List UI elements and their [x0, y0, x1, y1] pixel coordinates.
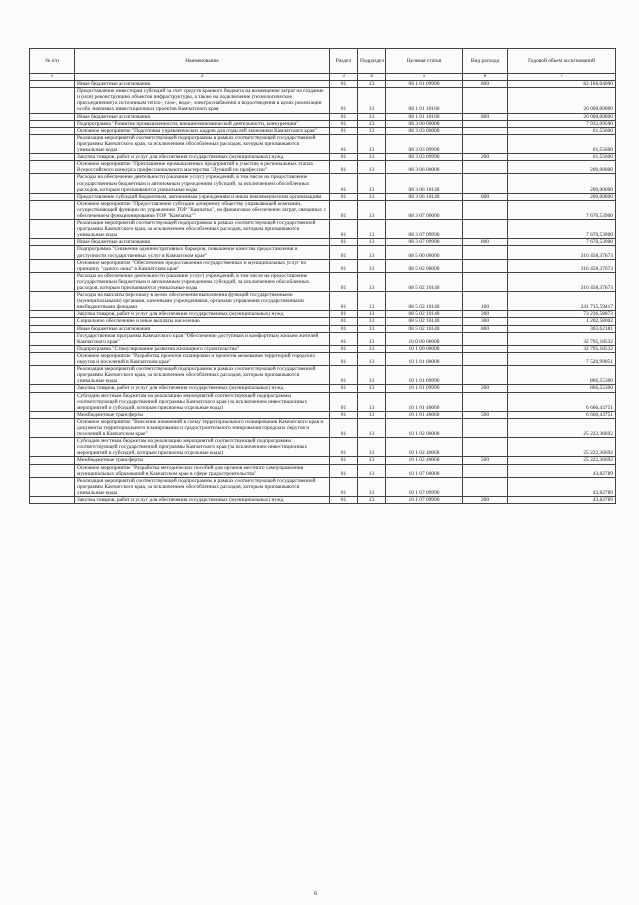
row-amount-cell: 6 660,43751	[508, 411, 616, 418]
row-section-cell: 01	[330, 464, 358, 477]
row-subsection-cell: 13	[358, 385, 386, 392]
row-section-cell: 01	[330, 497, 358, 504]
row-expense-cell	[463, 352, 508, 365]
row-expense-cell	[463, 220, 508, 239]
row-name-cell: Реализация мероприятий соответствующей подпрограммы в рамках соответствующей государственной программы Камчатского края, за исключением обособленных расходов, которым присваиваются уникальные коды	[75, 477, 330, 496]
col-number: 1	[30, 74, 75, 81]
row-expense-cell: 800	[463, 81, 508, 88]
row-subsection-cell: 13	[358, 200, 386, 219]
row-name-cell: Иные бюджетные ассигнования	[75, 325, 330, 332]
row-amount-cell: 25 222,36692	[508, 438, 616, 457]
row-expense-cell: 200	[463, 311, 508, 318]
col-number: 4	[358, 74, 386, 81]
row-amount-cell: 20 000,00000	[508, 88, 616, 113]
table-row	[30, 81, 616, 88]
row-subsection-cell: 13	[358, 127, 386, 134]
row-number-cell	[30, 88, 75, 113]
table-row	[30, 345, 616, 352]
row-name-cell: Расходы на обеспечение деятельности (оказание услуг) учреждений, в том числе на предоставление государственным бюджетным и автономным учреждениям субсидий, за исключением обособленных расходов, которым присваиваются уникальные коды	[75, 174, 330, 193]
row-expense-cell	[463, 259, 508, 272]
table-row	[30, 292, 616, 311]
page-mark: 6	[314, 891, 317, 897]
table-row	[30, 161, 616, 174]
row-subsection-cell: 13	[358, 120, 386, 127]
row-target-cell: 10 1 02 40060	[386, 457, 463, 464]
row-section-cell: 01	[330, 325, 358, 332]
table-row	[30, 246, 616, 259]
row-name-cell: Подпрограмма "Стимулирование развития жилищного строительства"	[75, 345, 330, 352]
row-section-cell: 01	[330, 88, 358, 113]
row-target-cell: 08 5 02 10140	[386, 292, 463, 311]
row-subsection-cell: 13	[358, 161, 386, 174]
row-name-cell: Субсидии местным бюджетам на реализацию мероприятий соответствующей подпрограммы соответствующей государственной программы Камчатского края (за исключением инвестиционных мероприятий и субсидий, которым присвоены отдельные коды)	[75, 438, 330, 457]
row-name-cell: Основное мероприятие "Приглашение промышленных предприятий к участию в региональных этапах Всероссийского конкурса профессионального мастерства "Лучший по профессии"	[75, 161, 330, 174]
row-target-cell: 08 3 03 09990	[386, 154, 463, 161]
row-name-cell: Закупка товаров, работ и услуг для обеспечения государственных (муниципальных) нужд	[75, 385, 330, 392]
row-section-cell: 01	[330, 220, 358, 239]
row-name-cell: Предоставление субсидий бюджетным, автономным учреждениям и иным некоммерческим организациям	[75, 193, 330, 200]
col-number: 5	[386, 74, 463, 81]
row-target-cell: 08 5 02 10140	[386, 325, 463, 332]
row-subsection-cell: 13	[358, 259, 386, 272]
row-section-cell: 01	[330, 477, 358, 496]
row-target-cell: 10 1 01 40060	[386, 411, 463, 418]
row-target-cell: 08 1 01 10160	[386, 113, 463, 120]
table-row	[30, 272, 616, 291]
row-amount-cell: 43,82789	[508, 477, 616, 496]
table-row	[30, 352, 616, 365]
row-name-cell: Реализация мероприятий соответствующей подпрограммы в рамках соответствующей государственной программы Камчатского края, за исключением обособленных расходов, которым присваиваются уникальные коды	[75, 220, 330, 239]
row-section-cell: 01	[330, 246, 358, 259]
row-target-cell: 10 1 00 00000	[386, 345, 463, 352]
row-number-cell	[30, 193, 75, 200]
row-number-cell	[30, 134, 75, 153]
row-expense-cell	[463, 345, 508, 352]
row-amount-cell: 200,00000	[508, 161, 616, 174]
row-target-cell: 08 3 06 10140	[386, 193, 463, 200]
row-number-cell	[30, 259, 75, 272]
row-number-cell	[30, 411, 75, 418]
row-target-cell: 08 5 02 10140	[386, 311, 463, 318]
row-subsection-cell: 13	[358, 318, 386, 325]
row-expense-cell	[463, 161, 508, 174]
row-expense-cell	[463, 418, 508, 437]
row-subsection-cell: 13	[358, 345, 386, 352]
row-section-cell: 01	[330, 200, 358, 219]
row-number-cell	[30, 464, 75, 477]
row-section-cell: 01	[330, 457, 358, 464]
table-row	[30, 193, 616, 200]
header-name: Наименование	[75, 49, 330, 74]
row-amount-cell: 7 670,53900	[508, 239, 616, 246]
row-subsection-cell: 13	[358, 220, 386, 239]
row-target-cell: 08 3 07 09990	[386, 239, 463, 246]
row-target-cell: 08 5 02 10140	[386, 318, 463, 325]
table-row	[30, 220, 616, 239]
header-expense: Вид расхода	[463, 49, 508, 74]
row-target-cell: 10 1 01 09990	[386, 366, 463, 385]
row-amount-cell: 7 670,53900	[508, 220, 616, 239]
table-row	[30, 134, 616, 153]
row-subsection-cell: 13	[358, 438, 386, 457]
row-name-cell: Закупка товаров, работ и услуг для обеспечения государственных (муниципальных) нужд	[75, 311, 330, 318]
header-amount: Годовой объем ассигнований	[508, 49, 616, 74]
row-target-cell: 08 5 02 00000	[386, 259, 463, 272]
row-amount-cell: 43,82789	[508, 497, 616, 504]
row-number-cell	[30, 127, 75, 134]
row-target-cell: 08 3 06 10140	[386, 174, 463, 193]
row-amount-cell: 316 458,37673	[508, 246, 616, 259]
row-number-cell	[30, 292, 75, 311]
row-name-cell: Закупка товаров, работ и услуг для обеспечения государственных (муниципальных) нужд	[75, 497, 330, 504]
row-section-cell: 01	[330, 392, 358, 411]
row-subsection-cell: 13	[358, 332, 386, 345]
row-amount-cell: 303,62181	[508, 325, 616, 332]
row-number-cell	[30, 418, 75, 437]
table-row	[30, 497, 616, 504]
row-amount-cell: 7 526,99051	[508, 352, 616, 365]
table-row	[30, 418, 616, 437]
row-target-cell: 08 1 01 09990	[386, 81, 463, 88]
row-number-cell	[30, 161, 75, 174]
row-number-cell	[30, 272, 75, 291]
row-number-cell	[30, 366, 75, 385]
row-name-cell: Подпрограмма "Развитие промышленности, внешнеэкономической деятельности, конкуренции"	[75, 120, 330, 127]
row-subsection-cell: 13	[358, 418, 386, 437]
row-number-cell	[30, 220, 75, 239]
row-name-cell: Расходы на выплаты персоналу в целях обеспечения выполнения функций государственными (муниципальными) органами, казенными учреждениями, органами управления государственными внебюджетными фондами	[75, 292, 330, 311]
row-target-cell: 08 3 03 09990	[386, 134, 463, 153]
table-row	[30, 392, 616, 411]
header-subsection: Подраздел	[358, 49, 386, 74]
table-row	[30, 385, 616, 392]
row-name-cell: Межбюджетные трансферты	[75, 411, 330, 418]
row-section-cell: 01	[330, 272, 358, 291]
row-expense-cell	[463, 438, 508, 457]
row-name-cell: Основное мероприятие "Разработка методических пособий для органов местного самоуправления муниципальных образований в Камчатском крае в сфере градостроительства"	[75, 464, 330, 477]
table-row	[30, 464, 616, 477]
row-amount-cell: 25 222,36692	[508, 418, 616, 437]
row-amount-cell: 7 670,53900	[508, 200, 616, 219]
row-subsection-cell: 13	[358, 88, 386, 113]
col-number: 6	[463, 74, 508, 81]
row-section-cell: 01	[330, 154, 358, 161]
table-row	[30, 174, 616, 193]
row-number-cell	[30, 154, 75, 161]
row-target-cell: 10 1 07 09990	[386, 497, 463, 504]
row-section-cell: 01	[330, 120, 358, 127]
row-expense-cell	[463, 246, 508, 259]
row-number-cell	[30, 385, 75, 392]
table-row	[30, 113, 616, 120]
row-subsection-cell: 13	[358, 81, 386, 88]
row-number-cell	[30, 318, 75, 325]
row-section-cell: 01	[330, 385, 358, 392]
row-number-cell	[30, 497, 75, 504]
row-target-cell: 08 3 07 00000	[386, 200, 463, 219]
row-amount-cell: 25 222,36692	[508, 457, 616, 464]
row-number-cell	[30, 113, 75, 120]
col-number: 3	[330, 74, 358, 81]
row-expense-cell: 100	[463, 292, 508, 311]
row-subsection-cell: 13	[358, 497, 386, 504]
row-expense-cell	[463, 127, 508, 134]
row-subsection-cell: 13	[358, 239, 386, 246]
row-target-cell: 08 1 01 10160	[386, 88, 463, 113]
row-subsection-cell: 13	[358, 134, 386, 153]
row-section-cell: 01	[330, 134, 358, 153]
row-section-cell: 01	[330, 193, 358, 200]
row-amount-cell: 43,82789	[508, 464, 616, 477]
row-amount-cell: 316 458,37673	[508, 259, 616, 272]
row-name-cell: Подпрограмма "Снижение административных барьеров, повышение качества предоставления и доступности государственных услуг в Камчатском крае"	[75, 246, 330, 259]
column-number-row	[30, 74, 616, 81]
row-section-cell: 01	[330, 292, 358, 311]
table-row	[30, 438, 616, 457]
row-section-cell: 01	[330, 239, 358, 246]
row-subsection-cell: 13	[358, 392, 386, 411]
row-section-cell: 01	[330, 81, 358, 88]
col-number: 2	[75, 74, 330, 81]
table-row	[30, 88, 616, 113]
row-amount-cell: 316 458,37673	[508, 272, 616, 291]
table-row	[30, 154, 616, 161]
table-body	[30, 81, 616, 504]
row-section-cell: 01	[330, 113, 358, 120]
row-name-cell: Государственная программа Камчатского края "Обеспечение доступным и комфортным жильем жителей Камчатского края"	[75, 332, 330, 345]
table-row	[30, 311, 616, 318]
row-section-cell: 01	[330, 345, 358, 352]
row-section-cell: 01	[330, 259, 358, 272]
row-name-cell: Субсидии местным бюджетам на реализацию мероприятий соответствующей подпрограммы соответствующей государственной программы Камчатского края (за исключением инвестиционных мероприятий и субсидий, которым присвоены отдельные коды)	[75, 392, 330, 411]
row-target-cell: 08 3 03 00000	[386, 127, 463, 134]
row-subsection-cell: 13	[358, 272, 386, 291]
row-number-cell	[30, 332, 75, 345]
row-amount-cell: 200,00000	[508, 174, 616, 193]
row-name-cell: Иные бюджетные ассигнования	[75, 113, 330, 120]
row-number-cell	[30, 311, 75, 318]
row-subsection-cell: 13	[358, 311, 386, 318]
row-expense-cell	[463, 392, 508, 411]
row-expense-cell: 200	[463, 385, 508, 392]
table-header-row	[30, 49, 616, 74]
header-target: Целевая статья	[386, 49, 463, 74]
row-name-cell: Основное мероприятие "Разработка проектов планировки и проектов межевания территорий городских округов и поселений в Камчатском крае"	[75, 352, 330, 365]
row-expense-cell	[463, 134, 508, 153]
col-number: 7	[508, 74, 616, 81]
row-name-cell: Иные бюджетные ассигнования	[75, 239, 330, 246]
row-expense-cell	[463, 477, 508, 496]
row-number-cell	[30, 246, 75, 259]
row-name-cell: Социальное обеспечение и иные выплаты населению	[75, 318, 330, 325]
row-target-cell: 08 3 06 00000	[386, 161, 463, 174]
row-expense-cell	[463, 464, 508, 477]
row-number-cell	[30, 200, 75, 219]
row-number-cell	[30, 174, 75, 193]
row-name-cell: Предоставление инвесторам субсидий за счет средств краевого бюджета на возмещение затрат на создание и (или) реконструкцию объектов инфраструктуры, а также на подключение (технологическое присоединение) к источникам тепло-, газо-, водо-, электроснабжения и водоотведения в целях реализации особо значимых инвестиционных проектов Камчатского края	[75, 88, 330, 113]
row-subsection-cell: 13	[358, 464, 386, 477]
table-row	[30, 457, 616, 464]
row-name-cell: Закупка товаров, работ и услуг для обеспечения государственных (муниципальных) нужд	[75, 154, 330, 161]
row-section-cell: 01	[330, 411, 358, 418]
row-section-cell: 01	[330, 174, 358, 193]
row-expense-cell	[463, 174, 508, 193]
row-number-cell	[30, 457, 75, 464]
table-row	[30, 325, 616, 332]
row-name-cell: Расходы на обеспечение деятельности (оказание услуг) учреждений, в том числе на предоставление государственным бюджетным и автономным учреждениям субсидий, за исключением обособленных расходов, которым присваиваются уникальные коды	[75, 272, 330, 291]
row-subsection-cell: 13	[358, 174, 386, 193]
row-subsection-cell: 13	[358, 352, 386, 365]
table-row	[30, 120, 616, 127]
row-expense-cell: 300	[463, 318, 508, 325]
row-expense-cell: 600	[463, 193, 508, 200]
row-target-cell: 10 1 07 09990	[386, 477, 463, 496]
table-row	[30, 477, 616, 496]
row-section-cell: 01	[330, 311, 358, 318]
row-number-cell	[30, 81, 75, 88]
row-target-cell: 10 1 07 00000	[386, 464, 463, 477]
row-subsection-cell: 13	[358, 292, 386, 311]
table-row	[30, 259, 616, 272]
row-amount-cell: 61,55600	[508, 127, 616, 134]
row-expense-cell: 500	[463, 457, 508, 464]
row-number-cell	[30, 477, 75, 496]
row-section-cell: 01	[330, 332, 358, 345]
row-number-cell	[30, 345, 75, 352]
row-number-cell	[30, 438, 75, 457]
row-section-cell: 01	[330, 318, 358, 325]
row-expense-cell: 800	[463, 239, 508, 246]
row-expense-cell: 800	[463, 325, 508, 332]
row-target-cell: 10 1 02 40060	[386, 438, 463, 457]
row-target-cell: 08 5 02 10140	[386, 272, 463, 291]
row-target-cell: 10 1 01 00000	[386, 352, 463, 365]
row-subsection-cell: 13	[358, 477, 386, 496]
row-target-cell: 10 1 01 09990	[386, 385, 463, 392]
row-name-cell: Основное мероприятие "Обеспечение предоставления государственных и муниципальных услуг по принципу "одного окна" в Камчатском крае"	[75, 259, 330, 272]
row-subsection-cell: 13	[358, 246, 386, 259]
row-expense-cell	[463, 88, 508, 113]
row-expense-cell: 200	[463, 154, 508, 161]
row-expense-cell	[463, 366, 508, 385]
row-amount-cell: 73 236,58073	[508, 311, 616, 318]
row-name-cell: Реализация мероприятий соответствующей подпрограммы в рамках соответствующей государственной программы Камчатского края, за исключением обособленных расходов, которым присваиваются уникальные коды	[75, 366, 330, 385]
budget-allocation-table	[29, 48, 616, 504]
row-name-cell: Иные бюджетные ассигнования	[75, 81, 330, 88]
table-row	[30, 366, 616, 385]
row-name-cell: Межбюджетные трансферты	[75, 457, 330, 464]
row-target-cell: 10 1 02 00000	[386, 418, 463, 437]
row-target-cell: 08 3 07 09990	[386, 220, 463, 239]
row-target-cell: 08 5 00 00000	[386, 246, 463, 259]
row-expense-cell	[463, 120, 508, 127]
row-number-cell	[30, 120, 75, 127]
row-amount-cell: 61,55600	[508, 134, 616, 153]
row-amount-cell: 1 202,58002	[508, 318, 616, 325]
row-amount-cell: 7 932,09500	[508, 120, 616, 127]
row-amount-cell: 82 166,04000	[508, 81, 616, 88]
row-subsection-cell: 13	[358, 411, 386, 418]
row-subsection-cell: 13	[358, 154, 386, 161]
row-amount-cell: 6 660,43751	[508, 392, 616, 411]
row-section-cell: 01	[330, 127, 358, 134]
row-number-cell	[30, 392, 75, 411]
row-number-cell	[30, 325, 75, 332]
header-num: № п/п	[30, 49, 75, 74]
row-amount-cell: 61,55600	[508, 154, 616, 161]
row-amount-cell: 241 715,59417	[508, 292, 616, 311]
row-amount-cell: 200,00000	[508, 193, 616, 200]
row-target-cell: 10 0 00 00000	[386, 332, 463, 345]
row-number-cell	[30, 352, 75, 365]
row-subsection-cell: 13	[358, 113, 386, 120]
row-section-cell: 01	[330, 438, 358, 457]
row-name-cell: Реализация мероприятий соответствующей подпрограммы в рамках соответствующей государственной программы Камчатского края, за исключением обособленных расходов, которым присваиваются уникальные коды	[75, 134, 330, 153]
table-row	[30, 332, 616, 345]
row-name-cell: Основное мероприятие "Подготовка управленческих кадров для отраслей экономики Камчатского края"	[75, 127, 330, 134]
row-amount-cell: 866,55300	[508, 366, 616, 385]
row-section-cell: 01	[330, 161, 358, 174]
table-row	[30, 239, 616, 246]
row-name-cell: Основное мероприятие "Предоставление субсидии дочернему обществу управляющей компании, осуществляющей функции по управлению ТОР "Камчатка", на финансовое обеспечение затрат, связанных с обеспечением функционирования ТОР "Камчатка""	[75, 200, 330, 219]
row-expense-cell	[463, 272, 508, 291]
row-amount-cell: 32 795,18532	[508, 345, 616, 352]
row-section-cell: 01	[330, 418, 358, 437]
row-subsection-cell: 13	[358, 366, 386, 385]
row-section-cell: 01	[330, 352, 358, 365]
row-section-cell: 01	[330, 366, 358, 385]
row-target-cell: 10 1 01 40060	[386, 392, 463, 411]
table-row	[30, 127, 616, 134]
row-subsection-cell: 13	[358, 325, 386, 332]
row-expense-cell	[463, 200, 508, 219]
row-amount-cell: 20 000,00000	[508, 113, 616, 120]
table-row	[30, 200, 616, 219]
row-expense-cell: 500	[463, 411, 508, 418]
row-amount-cell: 866,55300	[508, 385, 616, 392]
row-name-cell: Основное мероприятие "Внесение изменений в схему территориального планирования Камчатского края и документы территориального планирования и градостроительного зонирования городских округов и поселений в Камчатском крае"	[75, 418, 330, 437]
row-expense-cell	[463, 332, 508, 345]
row-number-cell	[30, 239, 75, 246]
table-row	[30, 318, 616, 325]
row-amount-cell: 32 795,18532	[508, 332, 616, 345]
header-section: Раздел	[330, 49, 358, 74]
table-row	[30, 411, 616, 418]
row-target-cell: 08 3 00 00000	[386, 120, 463, 127]
row-subsection-cell: 13	[358, 193, 386, 200]
row-expense-cell: 200	[463, 497, 508, 504]
row-expense-cell: 800	[463, 113, 508, 120]
row-subsection-cell: 13	[358, 457, 386, 464]
